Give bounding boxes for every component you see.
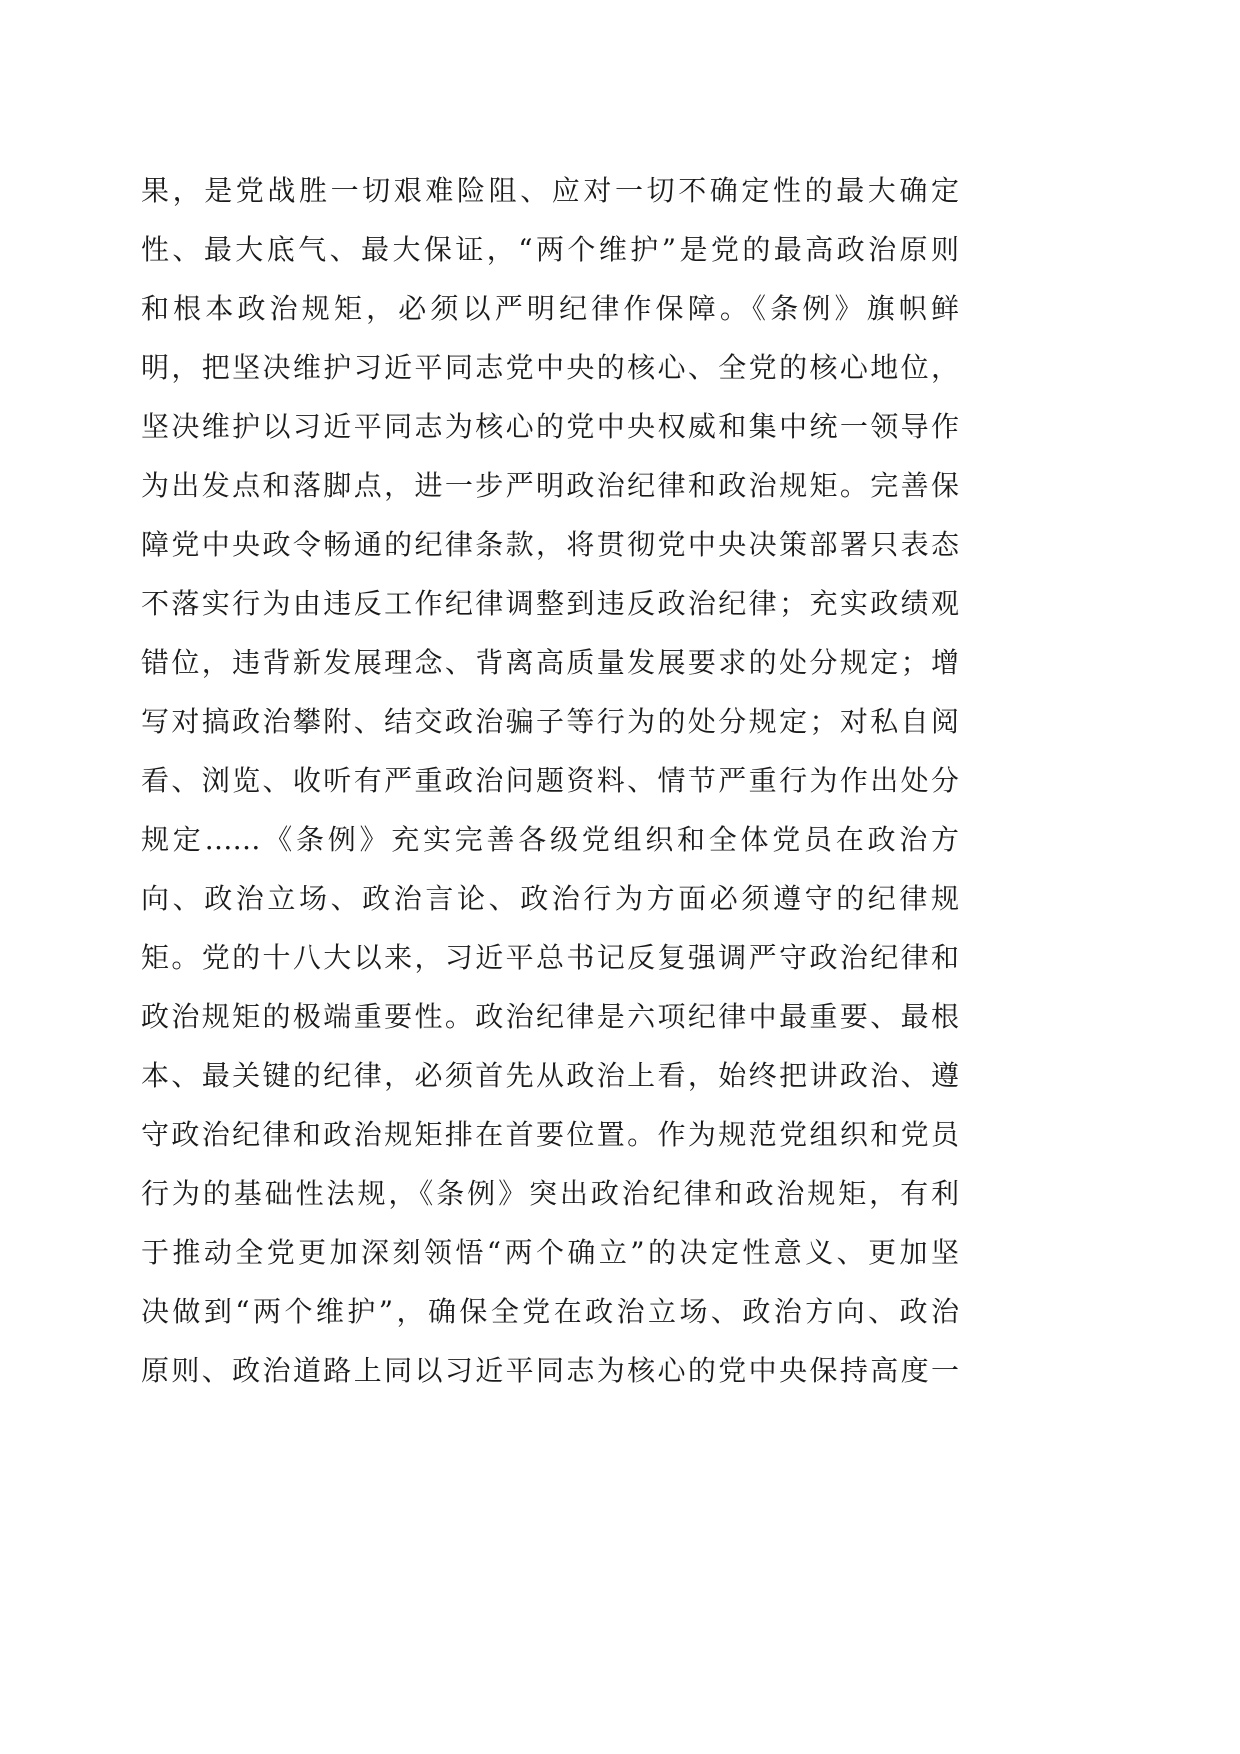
- text-line: 果，是党战胜一切艰难险阻、应对一切不确定性的最大确定: [141, 174, 959, 207]
- text-line: 性、最大底气、最大保证，“两个维护”是党的最高政治原则: [141, 233, 959, 266]
- text-line: 障党中央政令畅通的纪律条款，将贯彻党中央决策部署只表态: [141, 528, 959, 561]
- text-line: 政治规矩的极端重要性。政治纪律是六项纪律中最重要、最根: [141, 1000, 959, 1033]
- text-line: 明，把坚决维护习近平同志党中央的核心、全党的核心地位，: [141, 351, 959, 384]
- text-line: 向、政治立场、政治言论、政治行为方面必须遵守的纪律规: [141, 882, 959, 915]
- text-line: 错位，违背新发展理念、背离高质量发展要求的处分规定；增: [141, 646, 959, 679]
- text-line: 决做到“两个维护”，确保全党在政治立场、政治方向、政治: [141, 1295, 959, 1328]
- text-line: 本、最关键的纪律，必须首先从政治上看，始终把讲政治、遵: [141, 1059, 959, 1092]
- text-line: 不落实行为由违反工作纪律调整到违反政治纪律；充实政绩观: [141, 587, 959, 620]
- text-line: 写对搞政治攀附、结交政治骗子等行为的处分规定；对私自阅: [141, 705, 959, 738]
- text-line: 坚决维护以习近平同志为核心的党中央权威和集中统一领导作: [141, 410, 959, 443]
- text-line: 和根本政治规矩，必须以严明纪律作保障。《条例》旗帜鲜: [141, 292, 959, 325]
- text-line: 矩。党的十八大以来，习近平总书记反复强调严守政治纪律和: [141, 941, 959, 974]
- text-line: 行为的基础性法规，《条例》突出政治纪律和政治规矩，有利: [141, 1177, 959, 1210]
- text-line: 守政治纪律和政治规矩排在首要位置。作为规范党组织和党员: [141, 1118, 959, 1151]
- text-line: 规定……《条例》充实完善各级党组织和全体党员在政治方: [141, 823, 959, 856]
- text-line: 为出发点和落脚点，进一步严明政治纪律和政治规矩。完善保: [141, 469, 959, 502]
- body-paragraph: [141, 161, 959, 1400]
- text-line: 于推动全党更加深刻领悟“两个确立”的决定性意义、更加坚: [141, 1236, 959, 1269]
- text-line: 原则、政治道路上同以习近平同志为核心的党中央保持高度一: [141, 1354, 959, 1387]
- text-line: 看、浏览、收听有严重政治问题资料、情节严重行为作出处分: [141, 764, 959, 797]
